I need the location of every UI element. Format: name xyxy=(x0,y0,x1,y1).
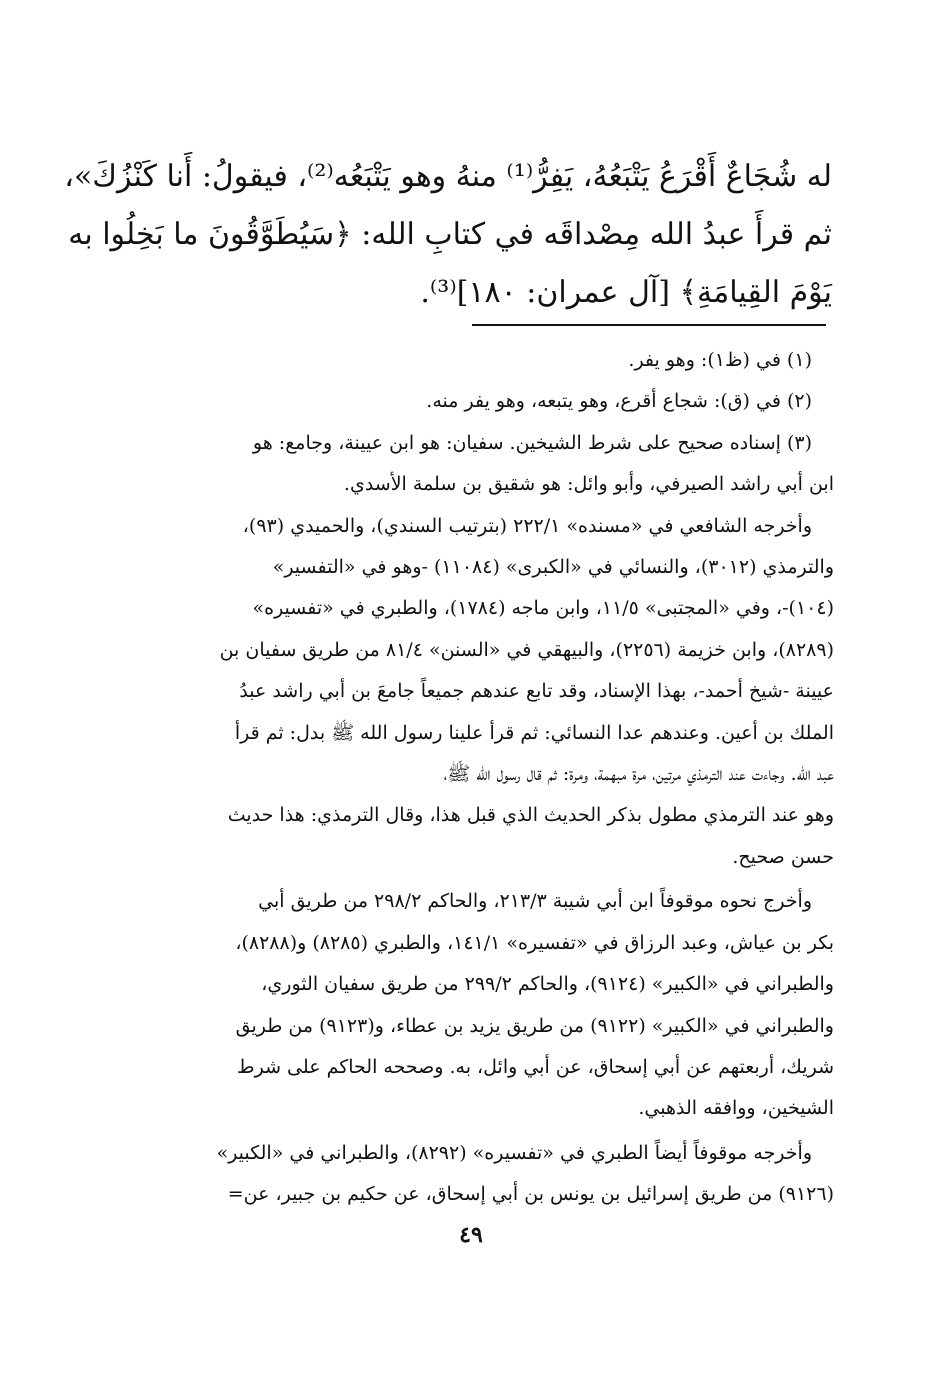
footnotes xyxy=(128,340,834,1216)
footnote-line: ابن أبي راشد الصيرفي، وأبو وائل: هو شقيق بن سلمة الأسدي. xyxy=(343,473,834,496)
footnote-line: والطبراني في «الكبير» (٩١٢٤)، والحاكم ٢٩٩/٢ من طريق سفيان الثوري، xyxy=(261,973,834,996)
footnote-line: الشيخين، ووافقه الذهبي. xyxy=(638,1097,834,1120)
page-number: ٤٩ xyxy=(459,1222,483,1248)
footnote-line: عبد الله. وجاءت عند الترمذي مرتين، مرة مبهمة، ومرة: ثم قال رسول الله ﷺ، xyxy=(443,763,834,786)
footnote-line: الملك بن أعين. وعندهم عدا النسائي: ثم قرأ علينا رسول الله ﷺ بدل: ثم قرأ xyxy=(234,721,834,744)
footnote-line: حسن صحيح. xyxy=(732,845,834,868)
main-text-line: له شُجَاعٌ أَقْرَعُ يَتْبَعُهُ، يَفِرُّ⁽¹⁾ منهُ وهو يَتْبَعُه⁽²⁾، فيقولُ: أَنا كَنْزُكَ»، xyxy=(64,159,832,194)
footnote-line: وأخرج نحوه موقوفاً ابن أبي شيبة ٢١٣/٣، والحاكم ٢٩٨/٢ من طريق أبي xyxy=(258,890,812,913)
main-text-line: يَوْمَ القِيامَةِ﴾ [آل عمران: ١٨٠]⁽³⁾. xyxy=(420,275,832,310)
main-text-line: ثم قرأَ عبدُ الله مِصْداقَه في كتابِ الله: ﴿سَيُطَوَّقُونَ ما بَخِلُوا به xyxy=(68,217,832,252)
footnote-line: والترمذي (٣٠١٢)، والنسائي في «الكبرى» (١١٠٨٤) -وهو في «التفسير» xyxy=(272,556,834,579)
footnote-line: وأخرجه الشافعي في «مسنده» ٢٢٢/١ (بترتيب السندي)، والحميدي (٩٣)، xyxy=(242,514,812,537)
footnote-1: (١) في (ظ١): وهو يفر. xyxy=(628,349,812,371)
main-text xyxy=(64,148,832,322)
footnote-line: عيينة -شيخ أحمد-، بهذا الإسناد، وقد تابع عندهم جميعاً جامعَ بن أبي راشد عبدُ xyxy=(239,680,834,703)
footnote-line: شريك، أربعتهم عن أبي إسحاق، عن أبي وائل، به. وصححه الحاكم على شرط xyxy=(237,1055,834,1078)
footnote-line: بكر بن عياش، وعبد الرزاق في «تفسيره» ١٤١/١، والطبري (٨٢٨٥) و(٨٢٨٨)، xyxy=(235,931,834,954)
footnote-line: والطبراني في «الكبير» (٩١٢٢) من طريق يزيد بن عطاء، و(٩١٢٣) من طريق xyxy=(235,1014,834,1037)
footnote-separator xyxy=(472,324,826,326)
footnote-line: (١٠٤)-، وفي «المجتبى» ١١/٥، وابن ماجه (١٧٨٤)، والطبري في «تفسيره» xyxy=(252,597,834,620)
footnote-line: وأخرجه موقوفاً أيضاً الطبري في «تفسيره» (٨٢٩٢)، والطبراني في «الكبير» xyxy=(216,1141,812,1164)
footnote-line: (٩١٢٦) من طريق إسرائيل بن يونس بن أبي إسحاق، عن حكيم بن جبير، عن= xyxy=(227,1183,834,1206)
footnote-line: (٨٢٨٩)، وابن خزيمة (٢٢٥٦)، والبيهقي في «السنن» ٨١/٤ من طريق سفيان بن xyxy=(219,638,834,661)
footnote-2: (٢) في (ق): شجاع أقرع، وهو يتبعه، وهو يفر منه. xyxy=(426,390,812,413)
footnote-3: (٣) إسناده صحيح على شرط الشيخين. سفيان: هو ابن عيينة، وجامع: هو xyxy=(252,431,812,454)
footnote-line: وهو عند الترمذي مطول بذكر الحديث الذي قبل هذا، وقال الترمذي: هذا حديث xyxy=(227,804,834,827)
